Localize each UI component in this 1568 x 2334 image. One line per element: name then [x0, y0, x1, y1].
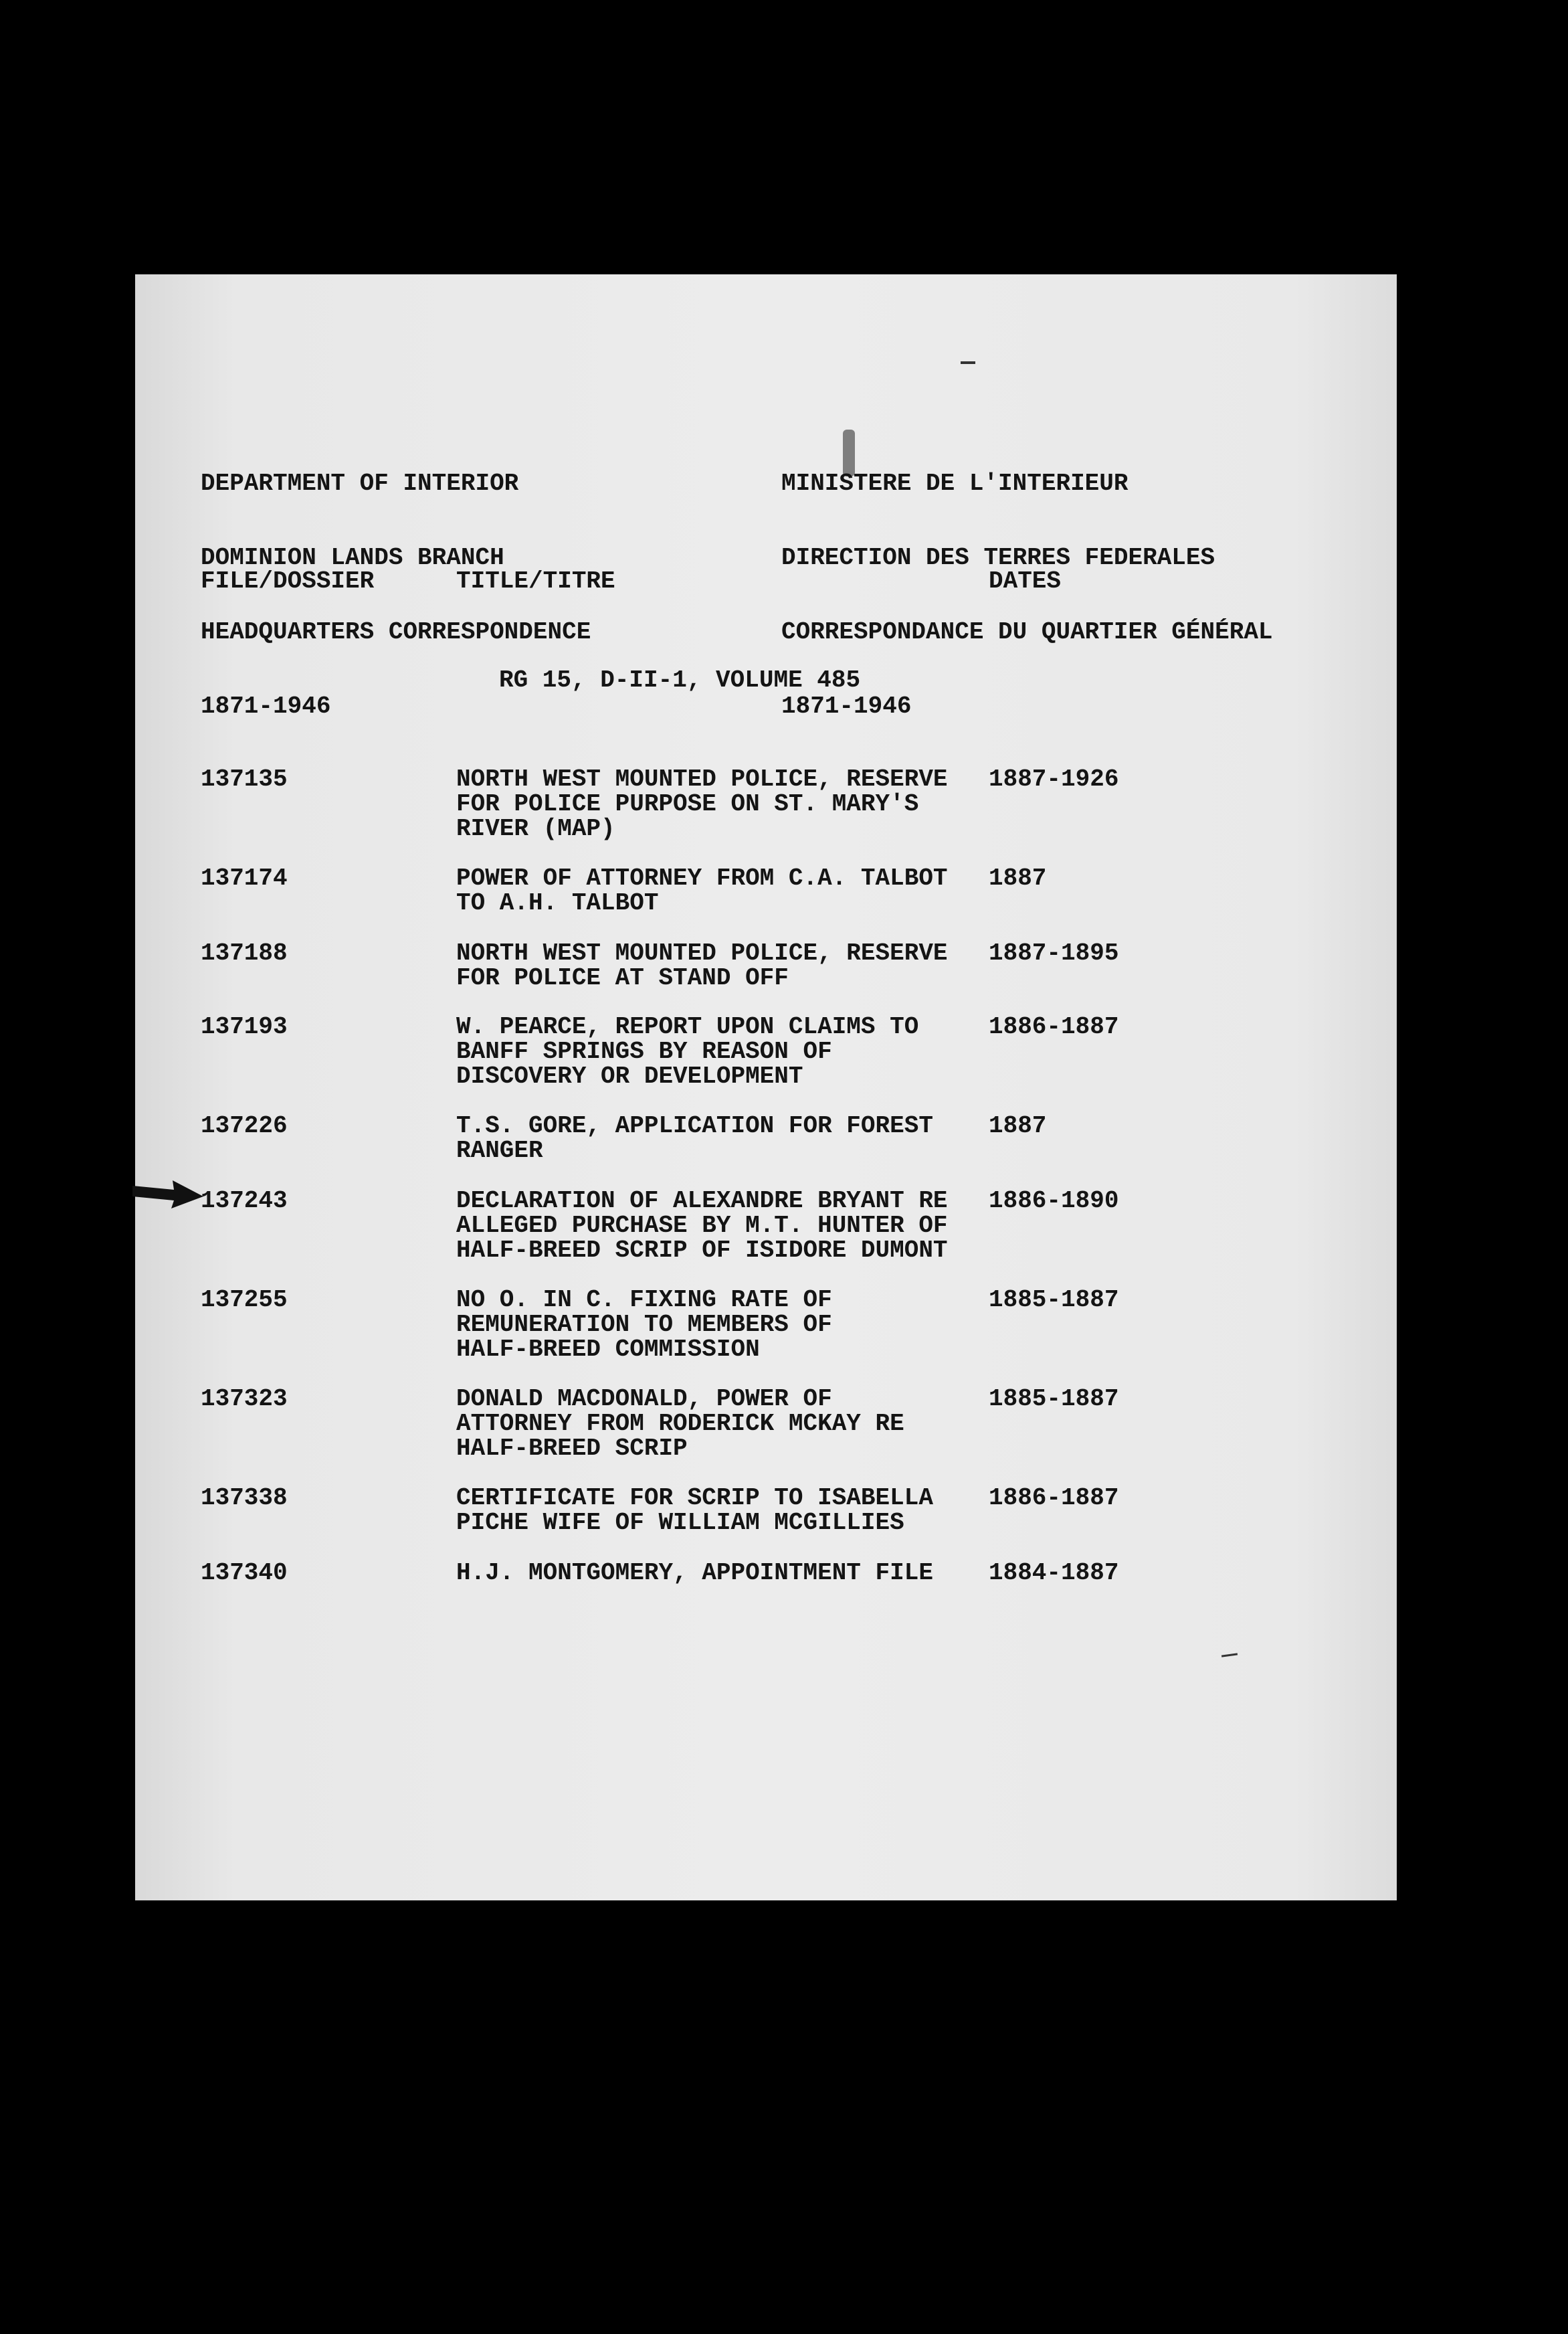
header-line: DOMINION LANDS BRANCH — [201, 544, 504, 571]
file-dates: 1887 — [989, 1112, 1047, 1140]
file-title: H.J. MONTGOMERY, APPOINTMENT FILE — [456, 1559, 933, 1587]
stray-mark — [961, 361, 975, 364]
file-dates: 1886-1890 — [989, 1187, 1119, 1215]
file-dates: 1885-1887 — [989, 1286, 1119, 1314]
file-title: CERTIFICATE FOR SCRIP TO ISABELLA PICHE WIFE OF WILLIAM MCGILLIES — [456, 1484, 933, 1536]
column-header-title: TITLE/TITRE — [456, 567, 615, 595]
file-number: 137338 — [201, 1484, 288, 1512]
volume-reference: RG 15, D-II-1, VOLUME 485 — [499, 666, 861, 694]
file-number: 137188 — [201, 939, 288, 967]
header-line: MINISTERE DE L'INTERIEUR — [781, 470, 1129, 497]
file-title: DONALD MACDONALD, POWER OF ATTORNEY FROM RODERICK MCKAY RE HALF-BREED SCRIP — [456, 1385, 904, 1462]
file-number: 137340 — [201, 1559, 288, 1587]
file-title: POWER OF ATTORNEY FROM C.A. TALBOT TO A.H. TALBOT — [456, 865, 948, 917]
header-english — [201, 422, 591, 768]
file-dates: 1886-1887 — [989, 1484, 1119, 1512]
file-title: NORTH WEST MOUNTED POLICE, RESERVE FOR POLICE AT STAND OFF — [456, 939, 948, 992]
file-dates: 1885-1887 — [989, 1385, 1119, 1413]
file-number: 137174 — [201, 865, 288, 892]
file-title: T.S. GORE, APPLICATION FOR FOREST RANGER — [456, 1112, 933, 1164]
file-title: W. PEARCE, REPORT UPON CLAIMS TO BANFF SPRINGS BY REASON OF DISCOVERY OR DEVELOPMENT — [456, 1013, 919, 1090]
file-number: 137135 — [201, 766, 288, 793]
file-number: 137226 — [201, 1112, 288, 1140]
file-number: 137243 — [201, 1187, 288, 1215]
header-french — [781, 422, 1273, 768]
header-line: 1871-1946 — [201, 693, 331, 720]
column-header-file: FILE/DOSSIER — [201, 567, 375, 595]
header-line: DEPARTMENT OF INTERIOR — [201, 470, 519, 497]
header-line: DIRECTION DES TERRES FEDERALES — [781, 544, 1215, 571]
file-dates: 1886-1887 — [989, 1013, 1119, 1041]
file-number: 137323 — [201, 1385, 288, 1413]
header-line: HEADQUARTERS CORRESPONDENCE — [201, 618, 591, 646]
file-dates: 1887-1895 — [989, 939, 1119, 967]
file-dates: 1884-1887 — [989, 1559, 1119, 1587]
file-dates: 1887-1926 — [989, 766, 1119, 793]
stray-mark — [1221, 1653, 1238, 1657]
header-line: CORRESPONDANCE DU QUARTIER GÉNÉRAL — [781, 618, 1273, 646]
arrow-pointer-icon — [132, 1179, 203, 1210]
document-page — [135, 274, 1397, 1900]
file-title: NO O. IN C. FIXING RATE OF REMUNERATION TO MEMBERS OF HALF-BREED COMMISSION — [456, 1286, 832, 1363]
file-title: DECLARATION OF ALEXANDRE BRYANT RE ALLEGED PURCHASE BY M.T. HUNTER OF HALF-BREED SCRIP OF ISIDORE DUMONT — [456, 1187, 948, 1264]
header-line: 1871-1946 — [781, 693, 912, 720]
file-title: NORTH WEST MOUNTED POLICE, RESERVE FOR POLICE PURPOSE ON ST. MARY'S RIVER (MAP) — [456, 766, 948, 842]
column-header-dates: DATES — [989, 567, 1062, 595]
file-number: 137255 — [201, 1286, 288, 1314]
file-dates: 1887 — [989, 865, 1047, 892]
file-number: 137193 — [201, 1013, 288, 1041]
